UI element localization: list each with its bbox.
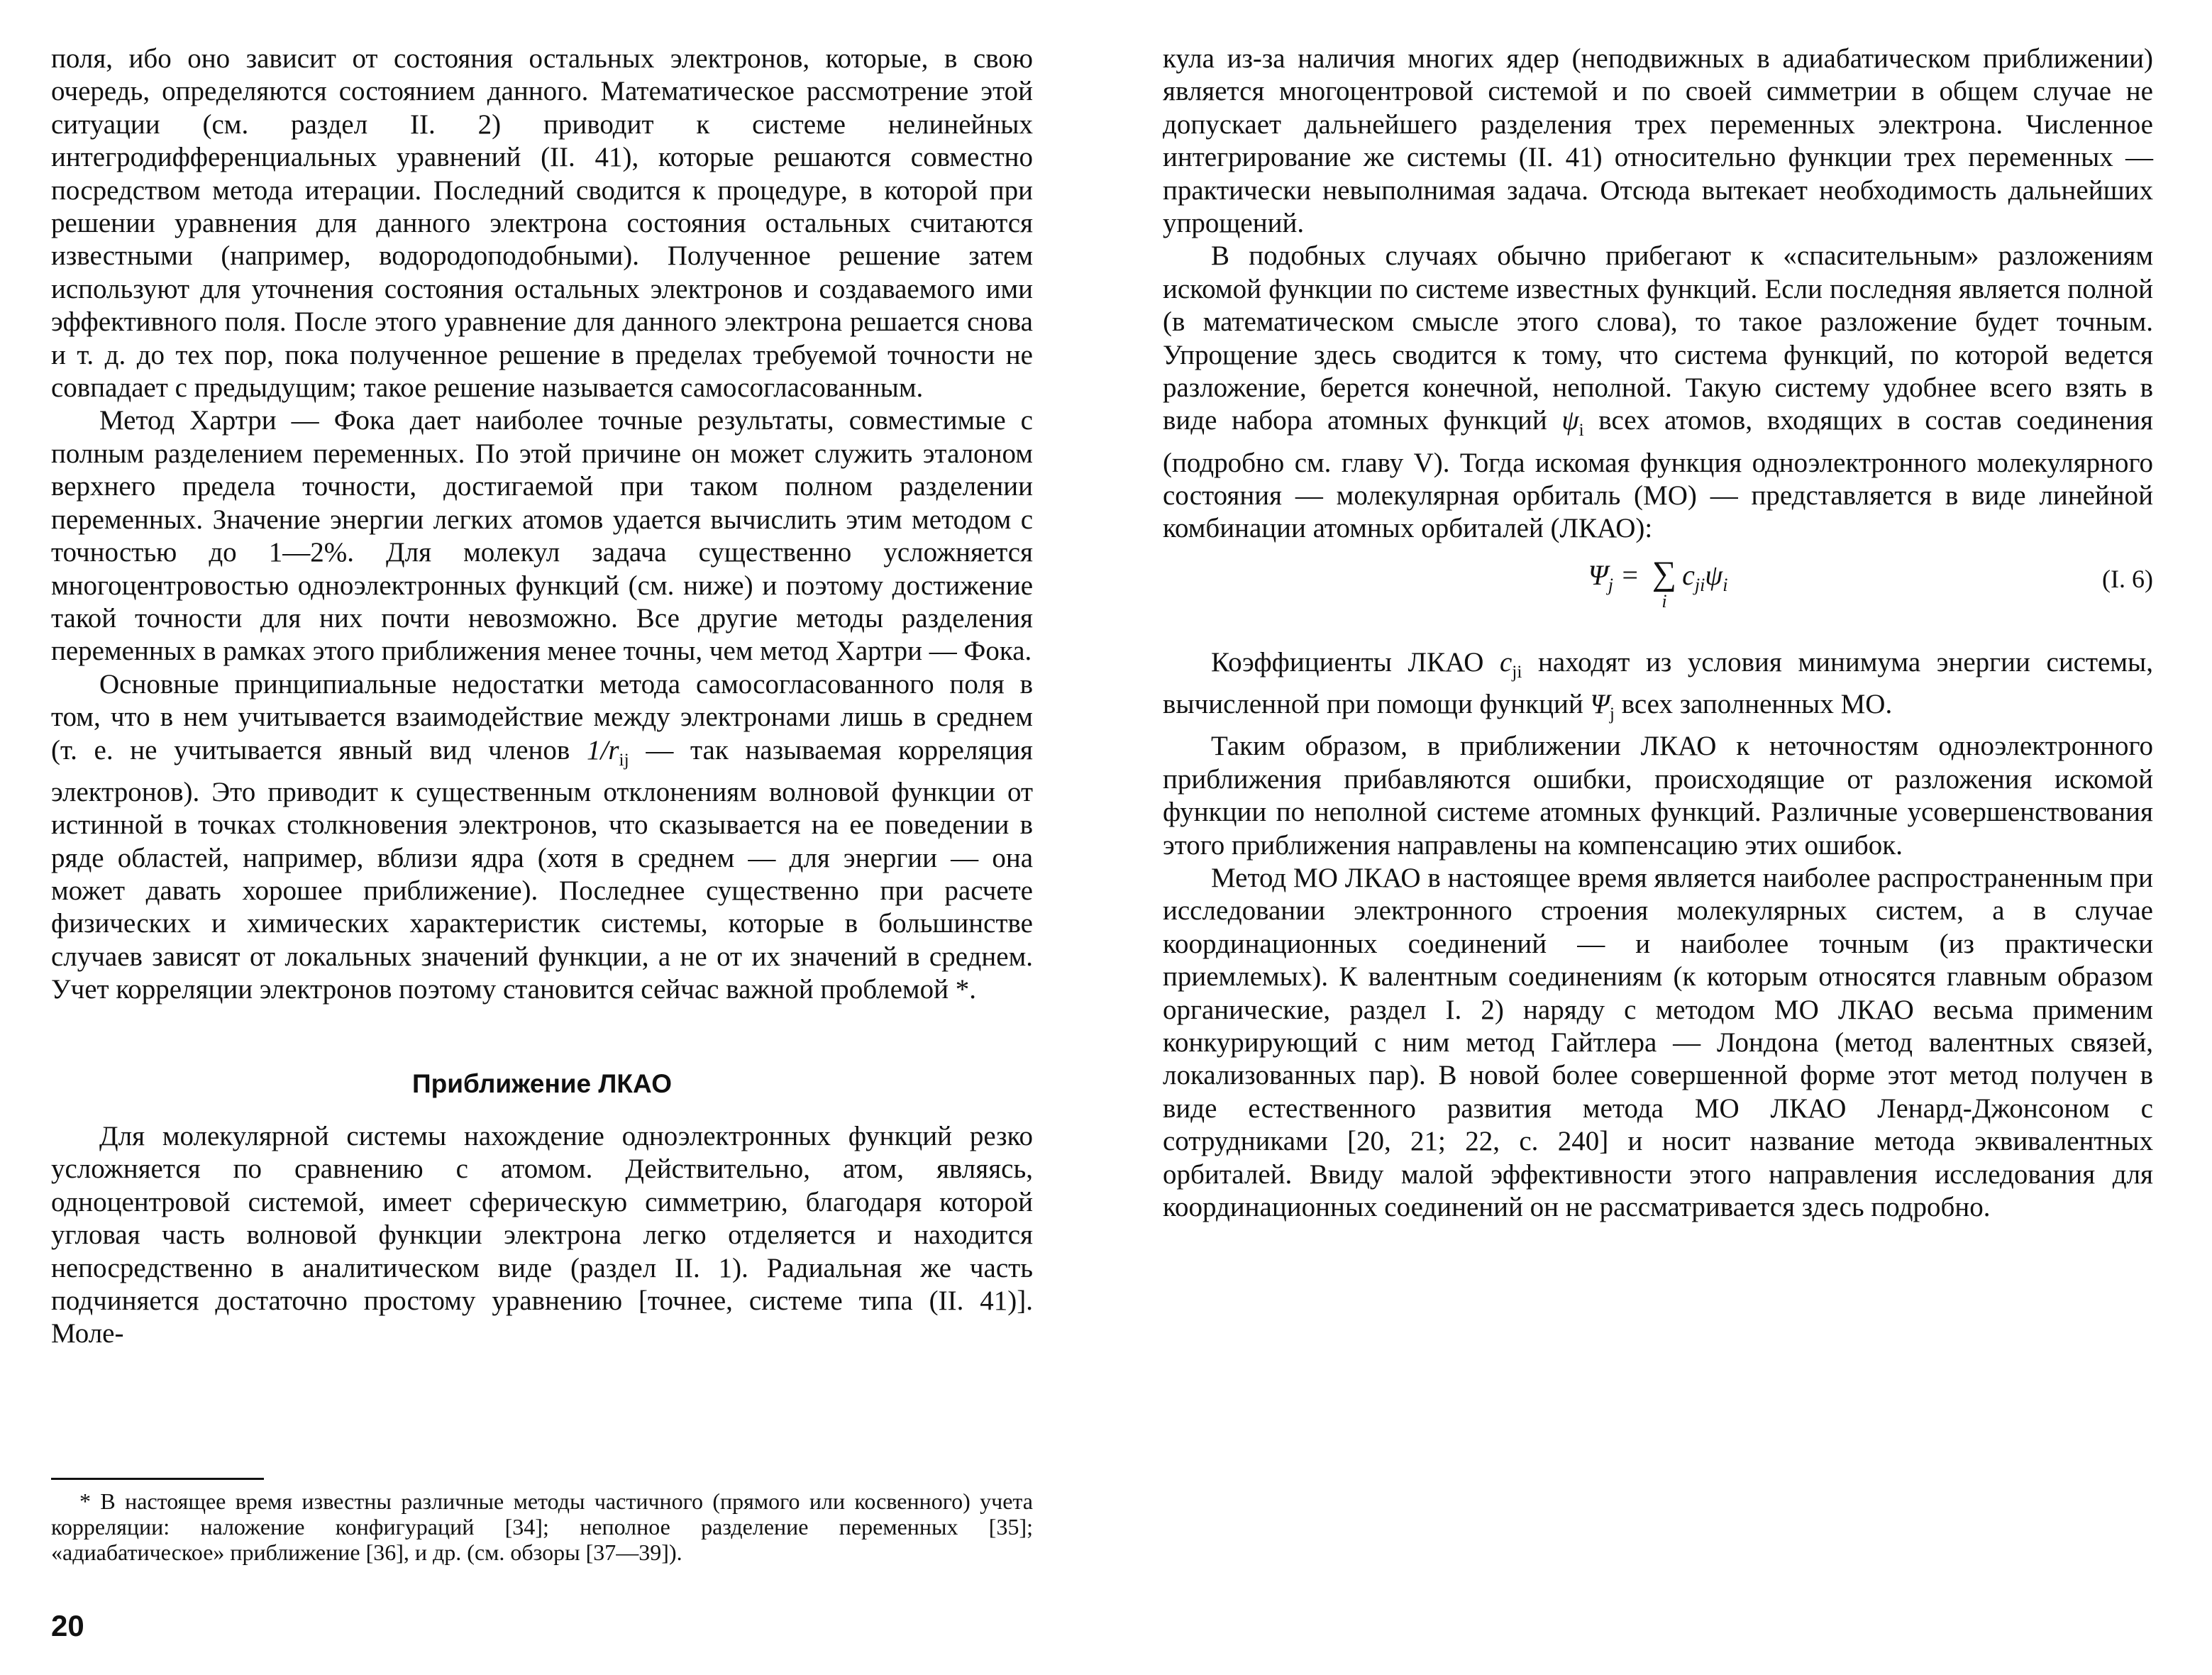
math-subscript: j <box>1609 703 1615 724</box>
formula-sum <box>1652 554 1677 612</box>
math-subscript: i <box>1578 420 1584 441</box>
text-run: всех атомов, входящих в состав соединения (подробно см. главу V). Тогда искомая функция одноэлектронного молекулярного состояния — молекулярная орбиталь (МО) — представляется в виде линейной комбинации атомных орбиталей (ЛКАО): <box>1163 405 2153 544</box>
right-paragraph-2 <box>1163 240 2153 545</box>
math-symbol: c <box>1499 646 1513 678</box>
formula-coefficient-subscript: ji <box>1694 574 1705 595</box>
left-paragraph-3 <box>51 668 1033 1007</box>
text-run: В подобных случаях обычно прибегают к «спасительным» разложениям искомой функции по системе известных функций. Если последняя является полной (в математическом смысле этого слова), то такое разложение будет точным. Упрощение здесь сводится к тому, что система функций, по которой ведется разложение, берется конечной, неполной. Такую систему удобнее всего взять в виде набора атомных функций <box>1163 241 2153 436</box>
text-run: Основные принципиальные недостатки метода самосогласованного поля в том, что в нем учитывается взаимодействие между электронами лишь в среднем (т. е. не учитывается явный вид членов <box>51 668 1033 765</box>
text-run: всех заполненных МО. <box>1614 689 1893 720</box>
formula-psi: ψ <box>1705 558 1723 591</box>
left-paragraph-2: Метод Хартри — Фока дает наиболее точные результаты, совместимые с полным разделением переменных. По этой причине он может служить эталоном верхнего предела точности, достигаемой при таком полном разделении переменных. Значение энергии легких атомов удается вычислить этим методом с точностью до 1—2%. Для молекул задача существенно усложняется многоцентровостью одноэлектронных функций (см. ниже) и поэтому достижение такой точности для них почти невозможно. Все другие методы разделения переменных в рамках этого приближения менее точны, чем метод Хартри — Фока. <box>51 405 1033 667</box>
formula-number: (I. 6) <box>2102 564 2153 593</box>
text-run: Коэффициенты ЛКАО <box>1211 646 1500 678</box>
page-number: 20 <box>51 1609 84 1642</box>
footnote-separator <box>51 1478 264 1480</box>
section-heading: Приближение ЛКАО <box>412 1068 672 1098</box>
right-column <box>1163 43 2153 1224</box>
math-symbol: ψ <box>1561 405 1579 436</box>
right-paragraph-4: Таким образом, в приближении ЛКАО к неточностям одноэлектронного приближения прибавляются ошибки, происходящие от разложения искомой функции по неполной системе атомных функций. Различные усовершенствования этого приближения направлены на компенсацию этих ошибок. <box>1163 731 2153 861</box>
left-paragraph-4: Для молекулярной системы нахождение одноэлектронных функций резко усложняется по сравнению с атомом. Действительно, атом, являясь, одноцентровой системой, имеет сферическую симметрию, благодаря которой угловая часть волновой функции электрона легко отделяется и находится непосредственно в аналитическом виде (раздел II. 1). Радиальная же часть подчиняется достаточно простому уравнению [точнее, системе типа (II. 41)]. Моле- <box>51 1120 1033 1349</box>
formula-expression <box>1588 554 1728 612</box>
math-subscript: ij <box>619 749 629 770</box>
math-symbol: 1/r <box>587 734 619 765</box>
text-run: находят из условия минимума энергии системы, вычисленной при помощи функций <box>1163 646 2153 720</box>
footnote: * В настоящее время известны различные методы частичного (прямого или косвенного) учета корреляции: наложение конфигураций [34]; неполное разделение переменных [35]; «адиабатическое» приближение [36], и др. (см. обзоры [37—39]). <box>51 1488 1033 1565</box>
sigma-index: i <box>1661 590 1667 612</box>
left-column <box>51 43 1033 1351</box>
formula-lhs-subscript: j <box>1608 574 1613 595</box>
left-paragraph-1: поля, ибо оно зависит от состояния остальных электронов, которые, в свою очередь, определяются состоянием данного. Математическое рассмотрение этой ситуации (см. раздел II. 2) приводит к системе нелинейных интегродифференциальных уравнений (II. 41), которые решаются совместно посредством метода итерации. Последний сводится к процедуре, в которой при решении уравнения для данного электрона состояния остальных считаются известными (например, водородоподобными). Полученное решение затем используют для уточнения состояния остальных электронов и создаваемого ими эффективного поля. После этого уравнение для данного электрона решается снова и т. д. до тех пор, пока полученное решение в пределах требуемой точности не совпадает с предыдущим; такое решение называется самосогласованным. <box>51 43 1033 404</box>
right-paragraph-1: кула из-за наличия многих ядер (неподвижных в адиабатическом приближении) является многоцентровой системой и по своей симметрии в общем случае не допускает дальнейшего разделения трех переменных электрона. Численное интегрирование же системы (II. 41) относительно функции трех переменных — практически невыполнимая задача. Отсюда вытекает необходимость дальнейших упрощений. <box>1163 43 2153 239</box>
formula-coefficient: c <box>1682 558 1695 591</box>
right-page <box>1106 0 2212 1675</box>
math-subscript: ji <box>1512 661 1522 682</box>
right-paragraph-5: Метод МО ЛКАО в настоящее время является наиболее распространенным при исследовании электронного строения молекулярных систем, а в случае координационных соединений — и наиболее точным (из практически приемлемых). К валентным соединениям (к которым относятся главным образом органические, раздел I. 2) наряду с методом МО ЛКАО весьма применим конкурирующий с ним метод Гайтлера — Лондона (метод валентных связей, локализованных пар). В новой более совершенной форме этот метод получен в виде естественного развития метода МО ЛКАО Ленард-Джонсоном с сотрудниками [20, 21; 22, с. 240] и носит название метода эквивалентных орбиталей. Ввиду малой эффективности этого направления исследования для координационных соединений он не рассматривается здесь подробно. <box>1163 862 2153 1222</box>
formula-lhs: Ψ <box>1588 558 1608 591</box>
formula-1-6 <box>1163 550 2153 618</box>
formula-equals: = <box>1613 558 1647 591</box>
sigma-symbol: ∑ <box>1652 554 1677 592</box>
math-symbol: Ψ <box>1590 689 1610 720</box>
right-paragraph-3 <box>1163 646 2153 730</box>
formula-psi-subscript: i <box>1722 574 1728 595</box>
text-run: — так называемая корреляция электронов). Это приводит к существенным отклонениям волновой функции от истинной в точках столкновения электронов, что сказывается на ее поведении в ряде областей, например, вблизи ядра (хотя в среднем — для энергии — она может давать хорошее приближение). Последнее существенно при расчете физических и химических характеристик системы, которые в большинстве случаев зависят от локальных значений функции, а не от их значений в среднем. Учет корреляции электронов поэтому становится сейчас важной проблемой *. <box>51 734 1033 1005</box>
